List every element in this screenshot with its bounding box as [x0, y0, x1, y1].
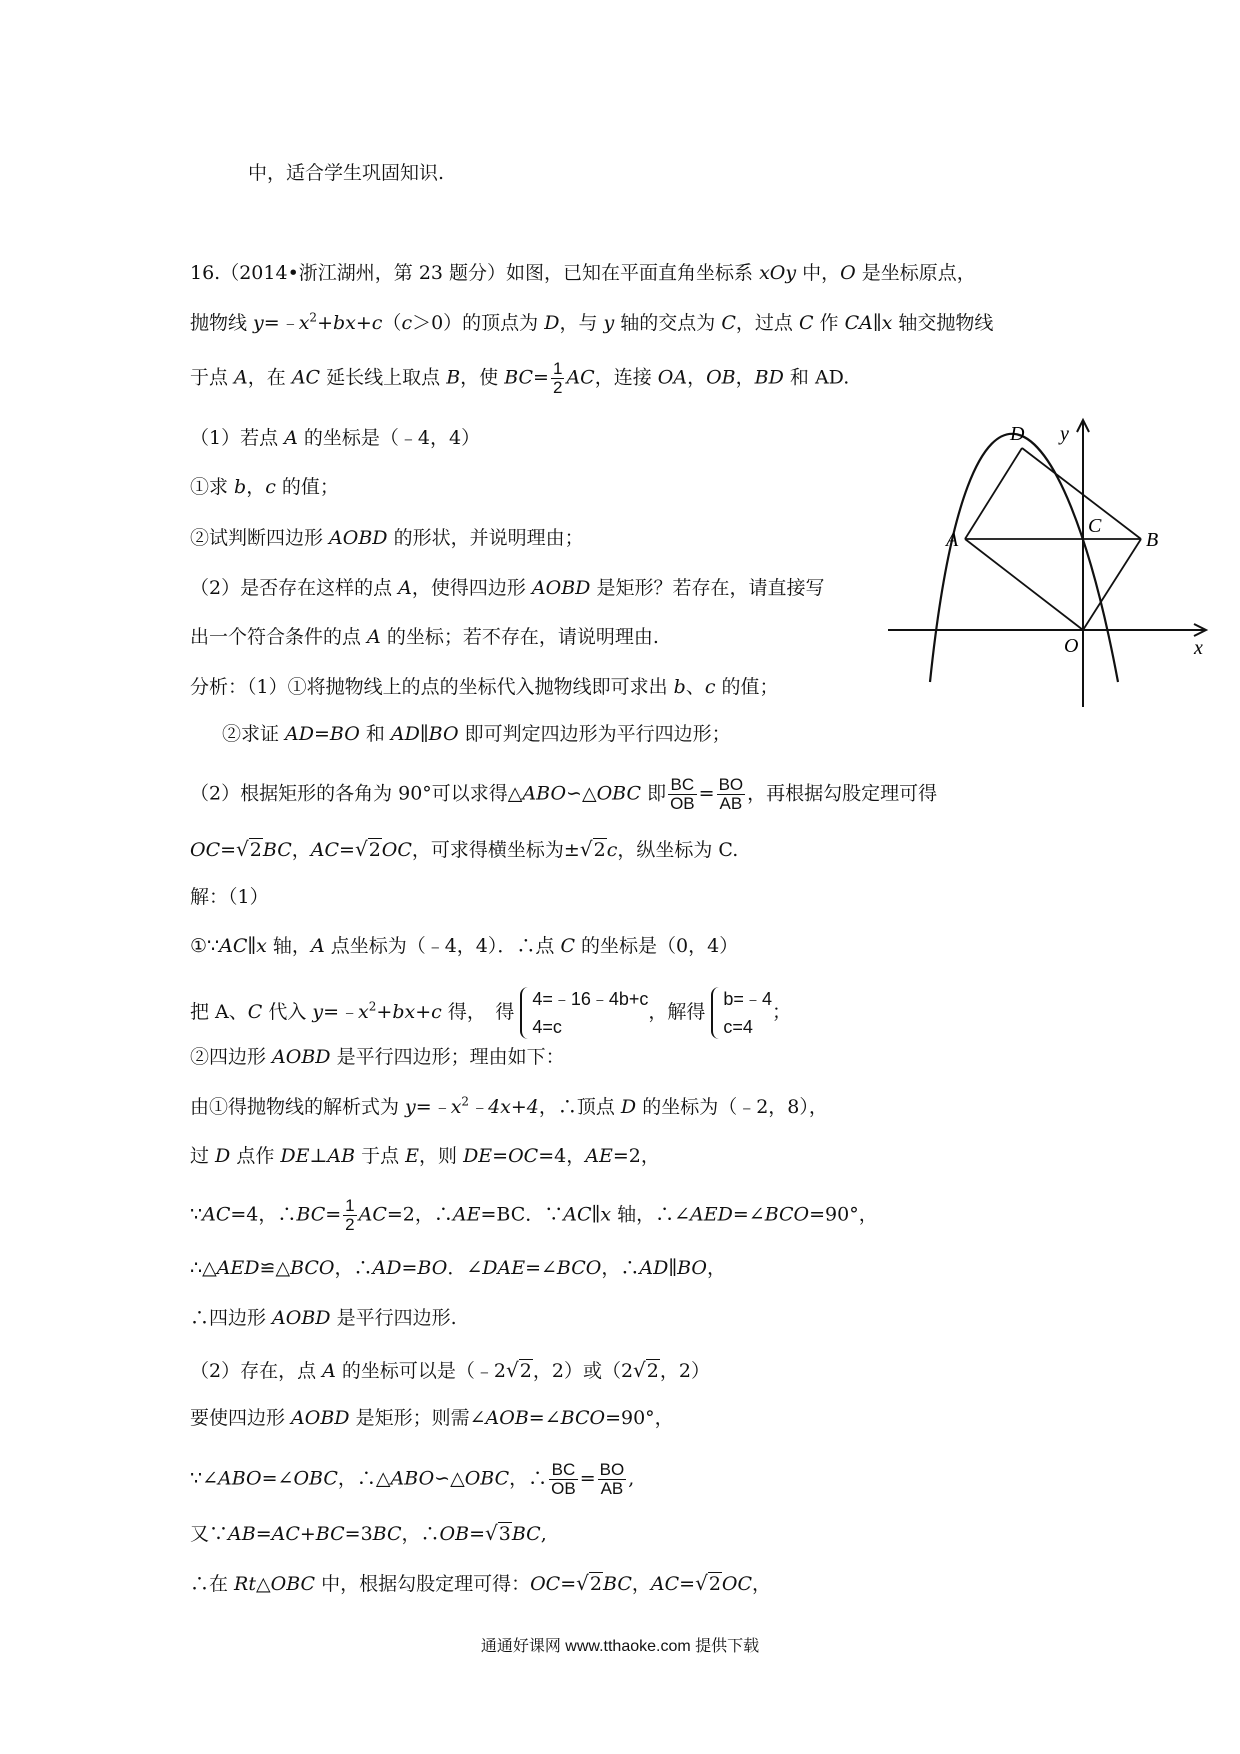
segment-OB	[1083, 539, 1141, 630]
solution-4: 由①得抛物线的解析式为 $y=﹣x^2﹣4x+4$，∴顶点 D 的坐标为（﹣2，8），	[190, 1094, 828, 1118]
solution-8: ∴四边形 AOBD 是平行四边形.	[190, 1307, 457, 1329]
problem-line-2: 抛物线 $y=﹣x^2+bx+c(c>0)$的顶点为 D，与 y 轴的交点为 C，过点 C 作 CA∥x 轴交抛物线	[190, 310, 994, 334]
sqrt-2: √2	[236, 837, 262, 861]
label-B: B	[1146, 529, 1159, 551]
solution-heading: 解：（1）	[190, 886, 269, 908]
question-1-1: ①求 b，c 的值；	[190, 476, 339, 498]
analysis-1: 分析：（1）①将抛物线上的点的坐标代入抛物线即可求出 b、c 的值；	[190, 676, 779, 698]
sqrt-2: √2	[633, 1358, 659, 1382]
question-2: （2）是否存在这样的点 A，使得四边形 AOBD 是矩形？若存在，请直接写	[190, 577, 825, 599]
label-D: D	[1010, 423, 1025, 445]
question-1-2: ②试判断四边形 AOBD 的形状，并说明理由；	[190, 527, 584, 549]
segment-DB	[1022, 448, 1141, 539]
solution-3: ②四边形 AOBD 是平行四边形；理由如下：	[190, 1046, 565, 1068]
parabola-curve	[930, 434, 1118, 682]
solution-6: ∵AC=4，∴BC= $\frac{1}{2}$ AC=2，∴AE=BC．∵AC∥x 轴，∴∠AED=∠BCO=90°，	[190, 1196, 878, 1234]
sqrt-2: √2	[579, 837, 606, 861]
fraction-bo-ab: $\frac{BO}{AB}$	[599, 1460, 625, 1498]
solution-9: （2）存在，点 A 的坐标可以是（﹣2√2，2）或（2√2，2）	[190, 1358, 710, 1382]
segment-AD	[965, 448, 1022, 539]
analysis-3: （2）根据矩形的各角为 90°可以求得△ABO∽△OBC 即 $\frac{BC}{OB}$ = $\frac{BO}{AB}$ ，再根据勾股定理可得	[190, 775, 938, 813]
solution-10: 要使四边形 AOBD 是矩形；则需∠AOB=∠BCO=90°，	[190, 1407, 674, 1429]
solution-2: 把 A、C 代入 $y=﹣x^2+bx+c$ 得， 得 4=﹣16﹣4b+c 4=c ，解得 b=﹣4 c=4 ；	[190, 985, 791, 1041]
sqrt-2: √2	[576, 1571, 602, 1595]
analysis-2: ②求证 AD=BO 和 AD∥BO 即可判定四边形为平行四边形；	[222, 723, 731, 745]
solution-12: 又∵AB=AC+BC=3BC，∴OB=√3BC,	[190, 1521, 547, 1545]
solution-7: ∴△AED≌△BCO，∴AD=BO．∠DAE=∠BCO，∴AD∥BO，	[190, 1257, 726, 1279]
sqrt-3: √3	[485, 1521, 511, 1545]
solution-system: b=﹣4 c=4	[709, 985, 772, 1041]
solution-1: ①∵AC∥x 轴，A 点坐标为（﹣4，4）．∴点 C 的坐标是（0，4）	[190, 935, 739, 957]
sqrt-2: √2	[354, 837, 381, 861]
problem-line-3: 于点 A，在 AC 延长线上取点 B，使 BC= $\frac{1}{2}$ AC，连接 OA，OB，BD 和 AD.	[190, 359, 850, 397]
sqrt-2: √2	[695, 1571, 721, 1595]
fraction-bc-ob: $\frac{BC}{OB}$	[551, 1460, 576, 1498]
page-footer	[0, 1633, 1240, 1656]
solution-11: ∵∠ABO=∠OBC，∴△ABO∽△OBC，∴ $\frac{BC}{OB}$ = $\frac{BO}{AB}$ ,	[190, 1460, 635, 1498]
solution-13: ∴在 Rt△OBC 中，根据勾股定理可得：OC=√2BC，AC=√2OC，	[190, 1571, 772, 1595]
fraction-bo-ab: $\frac{BO}{AB}$	[718, 775, 744, 813]
solution-5: 过 D 点作 DE⊥AB 于点 E，则 DE=OC=4，AE=2，	[190, 1145, 660, 1167]
fraction-half: $\frac{1}{2}$	[345, 1196, 355, 1234]
intro-line: 中，适合学生巩固知识.	[248, 162, 445, 184]
footer-text: 通通好课网 www.tthaoke.com 提供下载	[480, 1638, 760, 1655]
sqrt-2: √2	[506, 1358, 532, 1382]
fraction-half: $\frac{1}{2}$	[552, 359, 563, 397]
label-y: y	[1060, 423, 1069, 445]
question-2-continued: 出一个符合条件的点 A 的坐标；若不存在，请说明理由.	[190, 626, 659, 648]
segment-AO	[965, 539, 1083, 630]
label-C: C	[1088, 515, 1102, 537]
label-x: x	[1194, 637, 1203, 659]
parabola-figure	[888, 412, 1218, 712]
label-O: O	[1064, 635, 1079, 657]
problem-line-1: 16.（2014•浙江湖州，第 23 题分）如图，已知在平面直角坐标系 xOy 中，O 是坐标原点，	[190, 262, 976, 284]
question-1: （1）若点 A 的坐标是（﹣4，4）	[190, 427, 481, 449]
fraction-bc-ob: $\frac{BC}{OB}$	[670, 775, 695, 813]
equation-system: 4=﹣16﹣4b+c 4=c	[518, 985, 648, 1041]
analysis-4: OC=√2BC，AC=√2OC，可求得横坐标为±√2c，纵坐标为 C.	[190, 837, 739, 861]
label-A: A	[946, 529, 959, 551]
